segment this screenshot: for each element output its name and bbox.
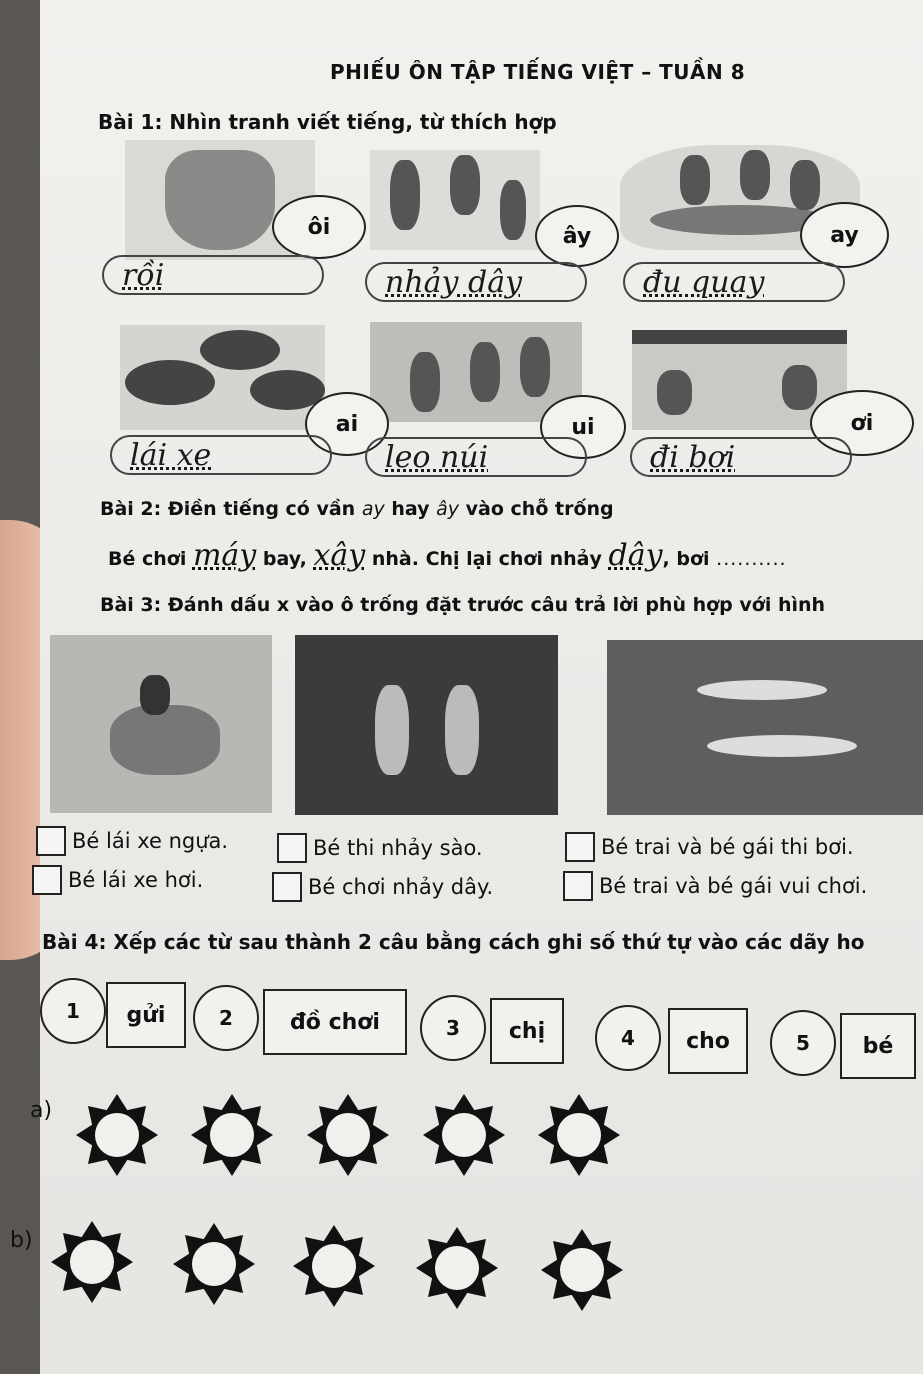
word-card-5: bé — [840, 1013, 916, 1079]
exercise-2-sentence — [108, 538, 787, 573]
picture-kids-swimming — [607, 640, 923, 815]
number-circle-2: 2 — [193, 985, 259, 1051]
picture-jump-rope-kids — [370, 150, 540, 250]
rhyme-ay-circumflex: ây — [436, 498, 460, 520]
worksheet-title: PHIẾU ÔN TẬP TIẾNG VIỆT – TUẦN 8 — [330, 60, 746, 84]
sentence-text: , bơi — [662, 548, 710, 570]
checkbox[interactable] — [565, 832, 595, 862]
rhyme-ay: ay — [361, 498, 385, 520]
word-card-3: chị — [490, 998, 564, 1064]
option-text: Bé thi nhảy sào. — [313, 836, 483, 860]
sun-answer-slot-icon[interactable] — [50, 1220, 134, 1304]
option-text: Bé chơi nhảy dây. — [308, 875, 494, 899]
blank-empty[interactable]: .......... — [716, 548, 787, 570]
checkbox[interactable] — [277, 833, 307, 863]
checkbox[interactable] — [36, 826, 66, 856]
sun-answer-slot-icon[interactable] — [75, 1093, 159, 1177]
option-1a[interactable] — [36, 826, 228, 856]
row-label-a: a) — [30, 1098, 53, 1123]
handwritten-answer: đu quay — [643, 264, 765, 300]
sound-bubble-ay-circumflex: ây — [535, 205, 619, 267]
answer-field-1[interactable] — [102, 255, 324, 295]
word-card-1: gửi — [106, 982, 186, 1048]
heading-part: hay — [391, 498, 430, 520]
sentence-text: Bé chơi — [108, 548, 187, 570]
handwritten-answer: nhảy dây — [385, 264, 523, 300]
sun-answer-slot-icon[interactable] — [292, 1224, 376, 1308]
number-circle-5: 5 — [770, 1010, 836, 1076]
handwritten-answer: leo núi — [385, 439, 489, 475]
answer-field-3[interactable] — [623, 262, 845, 302]
word-card-2: đồ chơi — [263, 989, 407, 1055]
option-2b[interactable] — [272, 872, 493, 902]
sun-answer-slot-icon[interactable] — [190, 1093, 274, 1177]
row-label-b: b) — [10, 1228, 33, 1253]
option-2a[interactable] — [277, 833, 483, 863]
checkbox[interactable] — [32, 865, 62, 895]
sound-bubble-oi-horn: ơi — [810, 390, 914, 456]
sound-bubble-ui: ui — [540, 395, 626, 459]
option-3a[interactable] — [565, 832, 854, 862]
blank-answer-3[interactable]: dây — [608, 538, 663, 573]
sun-answer-slot-icon[interactable] — [422, 1093, 506, 1177]
sentence-text: bay, — [262, 548, 307, 570]
heading-part: vào chỗ trống — [465, 498, 614, 520]
number-circle-3: 3 — [420, 995, 486, 1061]
sun-answer-slot-icon[interactable] — [415, 1226, 499, 1310]
exercise-3-heading: Bài 3: Đánh dấu x vào ô trống đặt trước câu trả lời phù hợp với hình — [100, 594, 826, 616]
blank-answer-2[interactable]: xây — [313, 538, 366, 573]
sound-bubble-ay: ay — [800, 202, 889, 268]
handwritten-answer: lái xe — [130, 437, 212, 473]
blank-answer-1[interactable]: máy — [192, 538, 257, 573]
exercise-2-heading — [100, 498, 614, 520]
picture-bumper-cars — [120, 325, 325, 430]
word-card-4: cho — [668, 1008, 748, 1074]
sentence-text: nhà. Chị lại chơi nhảy — [371, 548, 602, 570]
number-circle-4: 4 — [595, 1005, 661, 1071]
exercise-1-heading: Bài 1: Nhìn tranh viết tiếng, từ thích hợp — [98, 110, 557, 134]
checkbox[interactable] — [272, 872, 302, 902]
option-text: Bé trai và bé gái vui chơi. — [599, 874, 868, 898]
handwritten-answer: rồi — [122, 257, 165, 293]
heading-part: Bài 2: Điền tiếng có vần — [100, 498, 356, 520]
sun-answer-slot-icon[interactable] — [540, 1228, 624, 1312]
option-text: Bé trai và bé gái thi bơi. — [601, 835, 854, 859]
option-text: Bé lái xe ngựa. — [72, 829, 229, 853]
option-3b[interactable] — [563, 871, 867, 901]
sun-answer-slot-icon[interactable] — [537, 1093, 621, 1177]
answer-field-2[interactable] — [365, 262, 587, 302]
answer-field-4[interactable] — [110, 435, 332, 475]
answer-field-6[interactable] — [630, 437, 852, 477]
checkbox[interactable] — [563, 871, 593, 901]
sound-bubble-ai: ai — [305, 392, 389, 456]
sun-answer-slot-icon[interactable] — [172, 1222, 256, 1306]
worksheet — [10, 0, 923, 1374]
option-1b[interactable] — [32, 865, 203, 895]
answer-field-5[interactable] — [365, 437, 587, 477]
picture-boy-driving-car — [50, 635, 272, 813]
picture-kids-jump-rope — [295, 635, 558, 815]
number-circle-1: 1 — [40, 978, 106, 1044]
handwritten-answer: đi bơi — [650, 439, 736, 475]
sun-answer-slot-icon[interactable] — [306, 1093, 390, 1177]
sound-bubble-oi: ôi — [272, 195, 366, 259]
option-text: Bé lái xe hơi. — [68, 868, 204, 892]
exercise-4-heading: Bài 4: Xếp các từ sau thành 2 câu bằng cách ghi số thứ tự vào các dãy ho — [42, 930, 865, 954]
